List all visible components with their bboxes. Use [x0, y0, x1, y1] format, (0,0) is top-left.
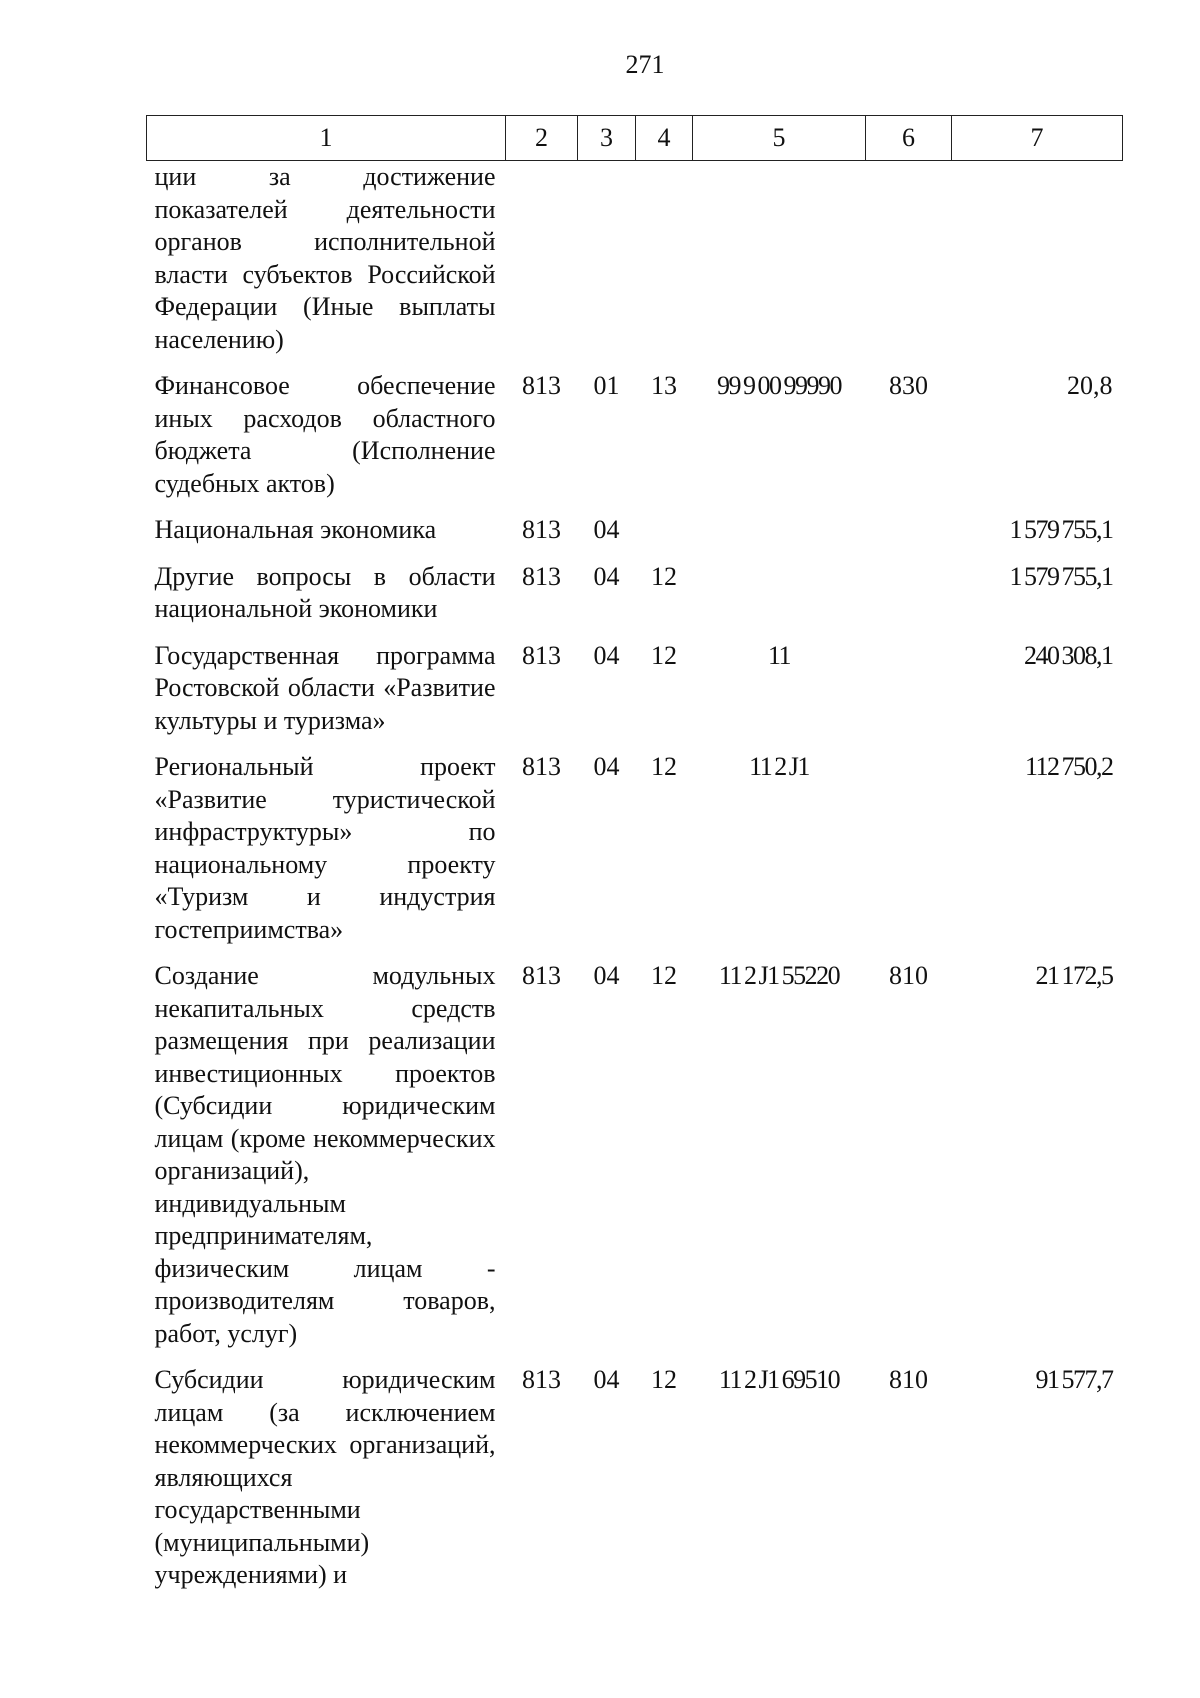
row-name: Региональный проект «Развитие туристической инфраструктуры» по национальному проекту «Туризм и индустрия гостеприимства»	[154, 752, 496, 944]
row-name: Создание модульных некапитальных средств размещения при реализации инвестиционных проектов (Субсидии юридическим лицам (кроме некоммерческих организаций), индивидуальным предпринимателям, физическим лицам - производителям товаров, работ, услуг)	[154, 961, 496, 1348]
row-ministry: 813	[522, 752, 561, 781]
header-col-7: 7	[952, 116, 1123, 161]
table-row	[147, 561, 1123, 640]
row-ministry: 813	[522, 561, 561, 591]
row-section: 04	[593, 1365, 620, 1394]
row-section: 04	[593, 752, 620, 781]
table-row	[147, 751, 1123, 960]
row-ministry	[506, 161, 578, 371]
row-subsection	[636, 514, 693, 561]
row-subsection: 12	[651, 640, 677, 670]
row-target-article: 99 9 00 99990	[717, 371, 841, 400]
row-section: 04	[593, 515, 620, 544]
row-target-article: 11 2 J1 55220	[718, 961, 840, 990]
row-amount: 20,8	[1067, 371, 1113, 400]
row-subsection: 12	[651, 961, 677, 990]
table-row	[147, 370, 1123, 514]
row-ministry: 813	[522, 640, 561, 670]
row-amount: 1 579 755,1	[1009, 561, 1113, 591]
row-subsection: 12	[651, 752, 677, 781]
row-expense-type: 810	[889, 961, 928, 990]
row-subsection: 13	[651, 371, 677, 400]
row-name: Субсидии юридическим лицам (за исключением некоммерческих организаций, являющихся государственными (муниципальными) учреждениями) и	[154, 1365, 496, 1589]
row-amount: 21 172,5	[1035, 961, 1113, 990]
row-target-article	[693, 161, 866, 371]
row-expense-type	[866, 514, 952, 561]
row-subsection: 12	[651, 1365, 677, 1394]
row-target-article: 11	[767, 640, 791, 670]
row-expense-type: 810	[889, 1365, 928, 1394]
page-number: 271	[625, 50, 665, 79]
header-col-2: 2	[506, 116, 578, 161]
table-row	[147, 161, 1123, 371]
row-amount: 240 308,1	[1024, 640, 1113, 670]
row-subsection: 12	[651, 561, 677, 591]
table-row	[147, 960, 1123, 1364]
row-section: 01	[593, 371, 620, 400]
table-header	[147, 116, 1123, 161]
header-col-4: 4	[636, 116, 693, 161]
header-col-5: 5	[693, 116, 866, 161]
row-target-article	[693, 561, 866, 640]
row-expense-type	[866, 640, 952, 752]
row-section: 04	[593, 561, 620, 591]
row-expense-type	[866, 561, 952, 640]
row-name: Финансовое обеспечение иных расходов областного бюджета (Исполнение судебных актов)	[154, 371, 496, 498]
row-ministry: 813	[522, 371, 561, 400]
table-body	[147, 161, 1123, 1592]
row-amount: 91 577,7	[1035, 1365, 1113, 1394]
row-name: Национальная экономика	[154, 515, 437, 544]
row-name: ции за достижение показателей деятельности органов исполнительной власти субъектов Российской Федерации (Иные выплаты населению)	[154, 162, 496, 354]
row-expense-type	[866, 751, 952, 960]
header-col-1: 1	[147, 116, 506, 161]
row-amount: 112 750,2	[1024, 752, 1113, 781]
row-expense-type	[866, 161, 952, 371]
header-col-3: 3	[578, 116, 636, 161]
row-ministry: 813	[522, 961, 561, 990]
row-name: Государственная программа Ростовской области «Развитие культуры и туризма»	[154, 640, 496, 735]
table-row	[147, 514, 1123, 561]
header-row	[147, 116, 1123, 161]
row-expense-type: 830	[889, 371, 928, 400]
budget-table	[146, 115, 1123, 1592]
row-ministry: 813	[522, 515, 561, 544]
row-section: 04	[593, 961, 620, 990]
row-section	[578, 161, 636, 371]
row-target-article	[693, 514, 866, 561]
row-target-article: 11 2 J1 69510	[718, 1365, 840, 1394]
row-name: Другие вопросы в области национальной экономики	[154, 561, 496, 623]
row-target-article: 11 2 J1	[749, 752, 809, 781]
row-ministry: 813	[522, 1365, 561, 1394]
row-subsection	[636, 161, 693, 371]
row-amount: 1 579 755,1	[1009, 515, 1113, 544]
header-col-6: 6	[866, 116, 952, 161]
table-row	[147, 640, 1123, 752]
row-amount	[952, 161, 1123, 371]
table-row	[147, 1364, 1123, 1592]
row-section: 04	[593, 640, 620, 670]
